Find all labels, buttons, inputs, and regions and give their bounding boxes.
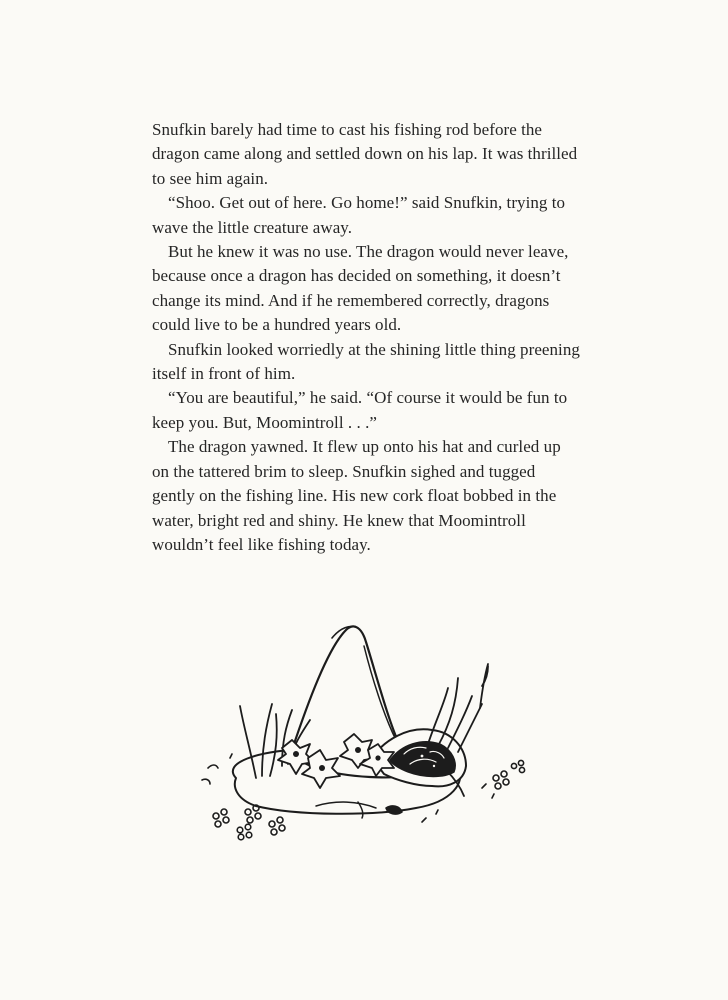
paragraph-4: Snufkin looked worriedly at the shining little thing preening itself in front of him. [152,339,580,384]
hat-dragon-illustration [196,608,536,858]
paragraph-5: “You are beautiful,” he said. “Of course it would be fun to keep you. But, Moomintroll . . .” [152,388,568,432]
paragraph-1: Snufkin barely had time to cast his fishing rod before the dragon came along and settled down on his lap. It was thrilled to see him again. [152,120,578,188]
paragraph-3: But he knew it was no use. The dragon would never leave, because once a dragon has decided on something, it doesn’t change its mind. And if he remembered correctly, dragons could live to be a hundred years old. [152,242,569,335]
paragraph-6: The dragon yawned. It flew up onto his hat and curled up on the tattered brim to sleep. Snufkin sighed and tugged gently on the fishing line. His new cork float bobbed in the water, bright red and shiny. He knew that Moomintroll wouldn’t feel like fishing today. [152,437,561,554]
paragraph-2: “Shoo. Get out of here. Go home!” said Snufkin, trying to wave the little creature away. [152,193,566,237]
story-text [152,118,582,557]
